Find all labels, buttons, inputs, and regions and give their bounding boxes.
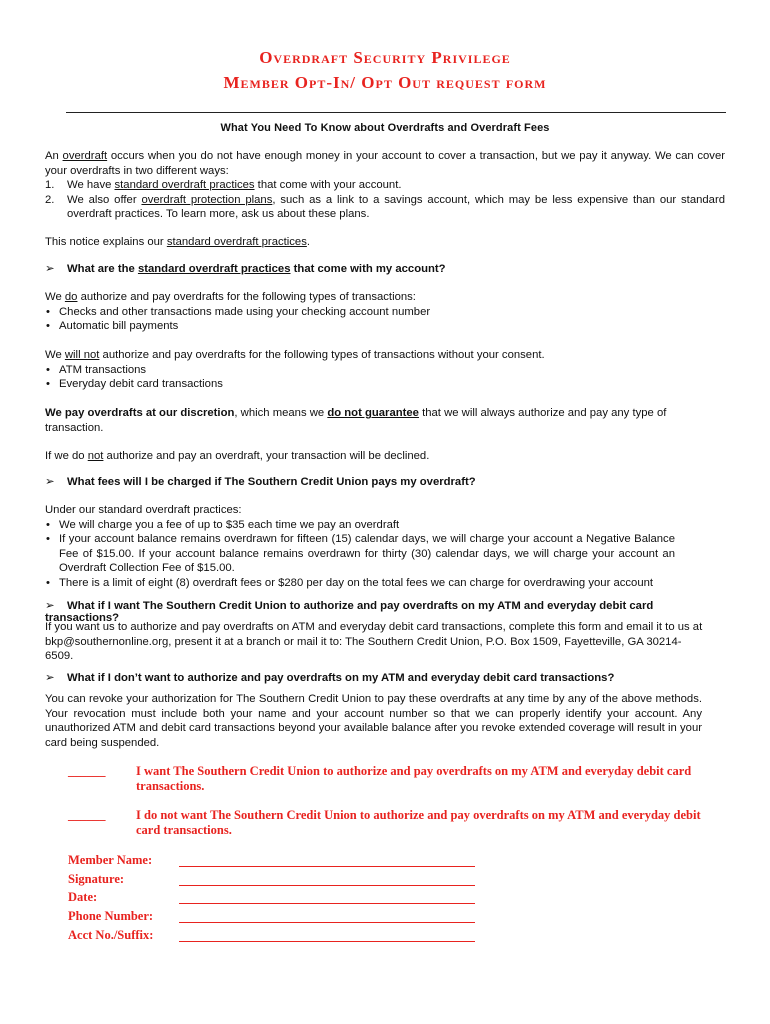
will-not-paragraph: We will not authorize and pay overdrafts for the following types of transactions without your consent. • ATM transactions • Everyday debit card transactions — [45, 348, 725, 392]
phone-number-label: Phone Number: — [68, 909, 154, 923]
opt-out-text: I do not want The Southern Credit Union to authorize and pay overdrafts on my ATM and everyday debit card transactions. — [136, 808, 701, 837]
member-name-field[interactable] — [68, 853, 488, 870]
form-title-line-2: Member Opt-In/ Opt Out request form — [223, 73, 547, 92]
discretion-paragraph: We pay overdrafts at our discretion, which means we do not guarantee that we will always authorize and pay any type of transaction. — [45, 407, 667, 434]
date-line[interactable] — [179, 903, 475, 904]
phone-number-field[interactable] — [68, 909, 488, 926]
section-heading: What You Need To Know about Overdrafts and Overdraft Fees — [220, 122, 550, 134]
list-item: • There is a limit of eight (8) overdraft fees or $280 per day on the total fees we can charge for overdrawing your account — [46, 576, 654, 589]
list-item: • Automatic bill payments — [46, 320, 179, 333]
notice-paragraph: This notice explains our standard overdraft practices. — [45, 236, 310, 248]
list-item: • If your account balance remains overdrawn for fifteen (15) calendar days, we will charge your account a Negative Balance Fee of $15.00. If your account balance remains overdrawn for thirty (30) calendar days, we will charge your account an Overdraft Collection Fee of $15.00. — [46, 533, 675, 575]
member-name-label: Member Name: — [68, 853, 153, 867]
arrow-bullet-icon: ➢ — [45, 600, 55, 612]
account-number-field[interactable] — [68, 928, 488, 945]
list-item: • ATM transactions — [46, 363, 147, 376]
list-item: • Checks and other transactions made using your checking account number — [46, 305, 431, 318]
opt-in-blank[interactable]: ______ — [68, 764, 106, 778]
signature-label: Signature: — [68, 872, 125, 886]
signature-line[interactable] — [179, 885, 475, 886]
opt-out-blank[interactable]: ______ — [68, 808, 106, 822]
list-item: • We will charge you a fee of up to $35 each time we pay an overdraft — [46, 518, 400, 531]
arrow-bullet-icon: ➢ — [45, 672, 55, 684]
account-number-label: Acct No./Suffix: — [68, 928, 154, 942]
question-2: ➢ What fees will I be charged if The Southern Credit Union pays my overdraft? — [45, 476, 476, 488]
member-name-line[interactable] — [179, 866, 475, 867]
opt-in-text: I want The Southern Credit Union to authorize and pay overdrafts on my ATM and everyday debit card transactions. — [136, 764, 692, 793]
list-item: 2. We also offer overdraft protection plans, such as a link to a savings account, which may be less expensive than our standard overdraft practices. To learn more, ask us about these plans. — [45, 193, 725, 221]
arrow-bullet-icon: ➢ — [45, 263, 55, 275]
account-number-line[interactable] — [179, 941, 475, 942]
phone-number-line[interactable] — [179, 922, 475, 923]
opt-in-paragraph: If you want us to authorize and pay overdrafts on ATM and everyday debit card transactions, complete this form and email it to us at bkp@southernonline.org, present it at a branch or mail it to: The Southern Credit Union, P.O. Box 1509, Fayetteville, GA 30214-6509. — [45, 621, 703, 663]
signature-field[interactable] — [68, 872, 488, 889]
do-authorize-paragraph: We do authorize and pay overdrafts for the following types of transactions: • Checks and other transactions made using your checking account number • Automatic bill payments — [45, 290, 725, 334]
question-4: ➢ What if I don’t want to authorize and pay overdrafts on my ATM and everyday debit card transactions? — [45, 672, 615, 684]
form-title-line-1: Overdraft Security Privilege — [259, 48, 511, 67]
intro-paragraph: An overdraft occurs when you do not have enough money in your account to cover a transaction, but we pay it anyway. We can cover your overdrafts in two different ways: 1. We have standard overdraft practices that come with your account. 2. We also offer overdraft protection plans, such as a link to a savings account, which may be less expensive than our standard overdraft practices. To learn more, ask us about these plans. — [45, 150, 725, 221]
list-item: • Everyday debit card transactions — [46, 378, 223, 391]
revoke-paragraph: You can revoke your authorization for The Southern Credit Union to pay these overdrafts at any time by any of the above methods. Your revocation must include both your name and your account number so that we can properly identify your account. Any unauthorized ATM and debit card transactions beyond your available balance after you revoke extended coverage will result in your card being suspended. — [45, 693, 702, 749]
arrow-bullet-icon: ➢ — [45, 476, 55, 488]
question-1: ➢ What are the standard overdraft practices that come with my account? — [45, 263, 446, 275]
date-field[interactable] — [68, 890, 488, 907]
title-divider — [66, 112, 726, 113]
fees-paragraph: Under our standard overdraft practices: • We will charge you a fee of up to $35 each time we pay an overdraft • If your account balance remains overdrawn for fifteen (15) calendar days, we will charge your account a Negative Balance Fee of $15.00. If your account balance remains overdrawn for thirty (30) calendar days, we will charge your account an Overdraft Collection Fee of $15.00. • There is a limit of eight (8) overdraft fees or $280 per day on the total fees we can charge for overdrawing your account — [45, 503, 675, 591]
list-item: 1. We have standard overdraft practices that come with your account. — [45, 179, 402, 192]
question-3: ➢ What if I want The Southern Credit Union to authorize and pay overdrafts on my ATM and everyday debit card transactions? — [45, 600, 654, 624]
date-label: Date: — [68, 890, 98, 904]
declined-paragraph: If we do not authorize and pay an overdraft, your transaction will be declined. — [45, 450, 430, 462]
